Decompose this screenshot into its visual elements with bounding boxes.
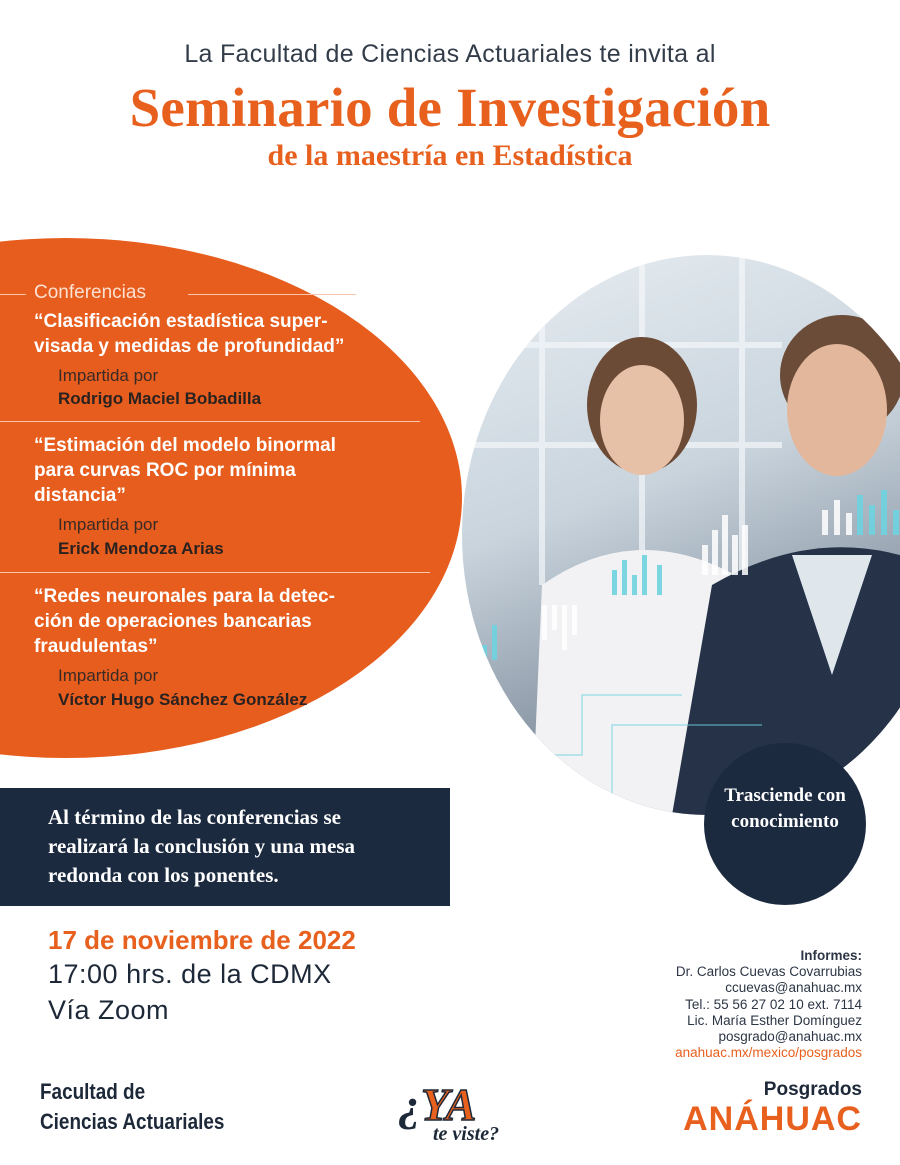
- contact-name-1: Dr. Carlos Cuevas Covarrubias: [675, 964, 862, 980]
- photo-circle: [462, 255, 900, 815]
- divider: [0, 294, 26, 295]
- divider: [0, 421, 420, 422]
- conference-1-title: “Clasificación estadística super- visada y medidas de profundidad”: [34, 311, 345, 357]
- conference-1-by-label: Impartida por: [58, 366, 159, 385]
- ya-te-viste-subtext: te viste?: [433, 1123, 500, 1145]
- posgrados-label: Posgrados: [763, 1079, 862, 1100]
- conference-2-speaker: Erick Mendoza Arias: [58, 539, 224, 558]
- event-date: 17 de noviembre de 2022: [48, 925, 356, 955]
- conference-3-speaker: Víctor Hugo Sánchez González: [58, 690, 308, 709]
- faculty-logo-text: Facultad de Ciencias Actuariales: [40, 1079, 225, 1134]
- slogan-text: Trasciende con conocimiento: [724, 785, 846, 832]
- contact-info: [675, 948, 862, 1061]
- event-time: 17:00 hrs. de la CDMX: [48, 959, 332, 989]
- conclusion-text: Al término de las conferencias se realizará la conclusión y una mesa redonda con los ponentes.: [48, 805, 356, 887]
- divider: [0, 572, 430, 573]
- divider: [188, 294, 356, 295]
- contact-email-2[interactable]: posgrado@anahuac.mx: [718, 1029, 862, 1045]
- conferences-heading: Conferencias: [34, 282, 146, 303]
- contact-label: Informes:: [800, 948, 862, 963]
- meeting-photo-illustration: [462, 255, 900, 815]
- conference-3-by-label: Impartida por: [58, 666, 159, 685]
- conference-3-title: “Redes neuronales para la detec- ción de operaciones bancarias fraudulentas”: [34, 586, 335, 657]
- conference-1-speaker: Rodrigo Maciel Bobadilla: [58, 389, 262, 408]
- page-subtitle: de la maestría en Estadística: [267, 139, 633, 172]
- contact-phone[interactable]: Tel.: 55 56 27 02 10 ext. 7114: [685, 996, 862, 1012]
- contact-email-1[interactable]: ccuevas@anahuac.mx: [725, 980, 862, 996]
- conference-2-title: “Estimación del modelo binormal para curvas ROC por mínima distancia”: [34, 435, 336, 506]
- conference-2-by-label: Impartida por: [58, 515, 159, 534]
- anahuac-logo: ANÁHUAC: [683, 1100, 862, 1138]
- contact-name-2: Lic. María Esther Domínguez: [687, 1012, 862, 1028]
- page-title: Seminario de Investigación: [129, 77, 771, 138]
- ya-te-viste-logo: ¿YA: [398, 1079, 477, 1130]
- website-link[interactable]: anahuac.mx/mexico/posgrados: [675, 1045, 862, 1061]
- event-venue: Vía Zoom: [48, 995, 170, 1025]
- invite-line: La Facultad de Ciencias Actuariales te invita al: [184, 40, 716, 68]
